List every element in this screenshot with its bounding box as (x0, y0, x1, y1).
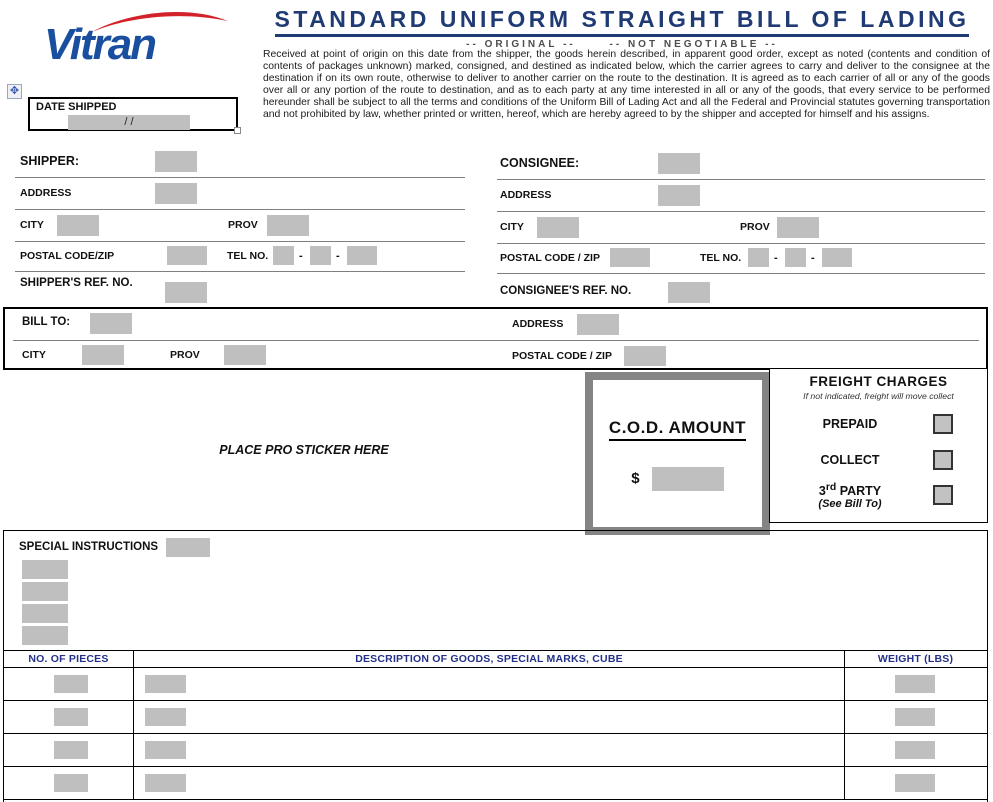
pieces-field[interactable] (54, 741, 88, 759)
weight-field[interactable] (895, 741, 935, 759)
divider (15, 177, 465, 178)
special-instructions-label: SPECIAL INSTRUCTIONS (19, 541, 159, 553)
freight-charges-box (769, 368, 988, 523)
divider (13, 340, 979, 341)
dash: - (299, 250, 303, 262)
table-row (4, 767, 987, 800)
special-instructions-box (3, 530, 988, 650)
special-instructions-field[interactable] (166, 538, 210, 557)
cod-currency: $ (631, 469, 640, 487)
resize-handle[interactable] (234, 127, 241, 134)
consignee-city-field[interactable] (537, 217, 579, 238)
pieces-field[interactable] (54, 675, 88, 693)
consignee-prov-field[interactable] (777, 217, 819, 238)
bill-to-prov-field[interactable] (224, 345, 266, 365)
shipper-tel-prefix-field[interactable] (310, 246, 331, 265)
bill-to-city-field[interactable] (82, 345, 124, 365)
collect-label: COLLECT (820, 453, 880, 467)
dash: - (336, 250, 340, 262)
pro-sticker-label: PLACE PRO STICKER HERE (219, 443, 389, 457)
divider (497, 179, 985, 180)
shipper-prov-label: PROV (228, 219, 258, 231)
shipper-postal-field[interactable] (167, 246, 207, 265)
shipper-tel-line-field[interactable] (347, 246, 377, 265)
bill-to-postal-field[interactable] (624, 346, 666, 366)
pieces-field[interactable] (54, 708, 88, 726)
divider (15, 271, 465, 272)
consignee-prov-label: PROV (740, 221, 770, 233)
special-instructions-field[interactable] (22, 604, 68, 623)
bill-to-box (3, 307, 988, 370)
pieces-field[interactable] (54, 774, 88, 792)
consignee-city-label: CITY (500, 221, 524, 233)
special-instructions-field[interactable] (22, 626, 68, 645)
bill-to-name-field[interactable] (90, 313, 132, 334)
shipper-address-field[interactable] (155, 183, 197, 204)
description-field[interactable] (145, 675, 186, 693)
table-body (4, 668, 987, 800)
weight-field[interactable] (895, 774, 935, 792)
move-handle-icon[interactable]: ✥ (7, 84, 22, 99)
page-title: STANDARD UNIFORM STRAIGHT BILL OF LADING (275, 6, 970, 37)
collect-checkbox[interactable] (933, 450, 953, 470)
cod-amount-title: C.O.D. AMOUNT (609, 418, 746, 441)
date-shipped-field[interactable]: / / (68, 115, 190, 130)
shipper-city-field[interactable] (57, 215, 99, 236)
shipper-ref-label: SHIPPER'S REF. NO. (20, 277, 133, 289)
consignee-heading: CONSIGNEE: (500, 156, 580, 170)
shipper-prov-field[interactable] (267, 215, 309, 236)
shipper-tel-area-field[interactable] (273, 246, 294, 265)
subtitle-original: -- ORIGINAL -- (466, 39, 576, 50)
consignee-tel-line-field[interactable] (822, 248, 852, 267)
bill-to-address-field[interactable] (577, 314, 619, 335)
table-row (4, 668, 987, 701)
shipper-ref-field[interactable] (165, 282, 207, 303)
legal-text: Received at point of origin on this date from the shipper, the goods herein described, in apparent good order, except as noted (contents and condition of contents of packages unknown) marked, consigned, and destined as indicated below, which the carrier agrees to carry and deliver to the consignee at the destination if on its own route, otherwise to deliver to another carrier on the route to the destination. It is agreed as to each carrier of all or any of the goods over all or any portion of the route to destination, and as to each party at any time interested in all or any of the goods, that every service to be performed hereunder shall be subject to all the terms and conditions of the Uniform Bill of Lading Act and all the Federal and Provincial statutes governing transportation and not prohibited by law, whether printed or written, hereof, which are hereby agreed to by the shipper and accepted for himself and his assigns. (263, 49, 990, 121)
third-party-note: (See Bill To) (818, 498, 882, 511)
consignee-tel-area-field[interactable] (748, 248, 769, 267)
bill-to-postal-label: POSTAL CODE / ZIP (512, 350, 612, 362)
freight-charges-note: If not indicated, freight will move collect (803, 391, 954, 401)
col-header-weight: WEIGHT (LBS) (877, 653, 954, 665)
bill-to-prov-label: PROV (170, 349, 200, 361)
table-header-row (4, 651, 987, 668)
divider (15, 209, 465, 210)
divider (15, 241, 465, 242)
bill-to-label: BILL TO: (22, 316, 71, 328)
table-row (4, 701, 987, 734)
shipper-heading: SHIPPER: (20, 154, 80, 168)
shipper-name-field[interactable] (155, 151, 197, 172)
prepaid-checkbox[interactable] (933, 414, 953, 434)
cod-amount-field[interactable] (652, 467, 724, 491)
consignee-address-field[interactable] (658, 185, 700, 206)
shipper-city-label: CITY (20, 219, 44, 231)
date-shipped-box (28, 97, 238, 131)
shipper-tel-label: TEL NO. (227, 250, 269, 262)
logo-text: Vitran (44, 20, 156, 69)
col-header-description: DESCRIPTION OF GOODS, SPECIAL MARKS, CUBE (134, 651, 845, 667)
consignee-ref-label: CONSIGNEE'S REF. NO. (500, 285, 632, 297)
title-block (255, 6, 989, 50)
shipper-postal-label: POSTAL CODE/ZIP (20, 250, 115, 262)
dash: - (774, 252, 778, 264)
consignee-tel-label: TEL NO. (700, 252, 742, 264)
vitran-logo (42, 8, 227, 80)
prepaid-label: PREPAID (822, 417, 878, 431)
table-row (4, 734, 987, 767)
consignee-postal-field[interactable] (610, 248, 650, 267)
cod-amount-box (585, 372, 770, 535)
consignee-postal-label: POSTAL CODE / ZIP (500, 252, 600, 264)
dash: - (811, 252, 815, 264)
divider (497, 211, 985, 212)
description-field[interactable] (145, 708, 186, 726)
special-instructions-field[interactable] (22, 582, 68, 601)
description-field[interactable] (145, 741, 186, 759)
col-header-pieces: NO. OF PIECES (4, 651, 134, 667)
shipper-address-label: ADDRESS (20, 187, 72, 199)
goods-table (3, 650, 988, 802)
consignee-tel-prefix-field[interactable] (785, 248, 806, 267)
date-shipped-label: DATE SHIPPED (36, 101, 117, 113)
special-instructions-field[interactable] (22, 560, 68, 579)
consignee-ref-field[interactable] (668, 282, 710, 303)
consignee-address-label: ADDRESS (500, 189, 552, 201)
weight-field[interactable] (895, 675, 935, 693)
bill-to-city-label: CITY (22, 349, 46, 361)
bill-to-address-label: ADDRESS (512, 318, 564, 330)
consignee-name-field[interactable] (658, 153, 700, 174)
description-field[interactable] (145, 774, 186, 792)
divider (497, 273, 985, 274)
divider (497, 243, 985, 244)
subtitle-negotiable: -- NOT NEGOTIABLE -- (609, 39, 778, 50)
weight-field[interactable] (895, 708, 935, 726)
freight-charges-title: FREIGHT CHARGES (809, 374, 948, 389)
third-party-label: 3rd PARTY (See Bill To) (780, 482, 920, 510)
third-party-checkbox[interactable] (933, 485, 953, 505)
